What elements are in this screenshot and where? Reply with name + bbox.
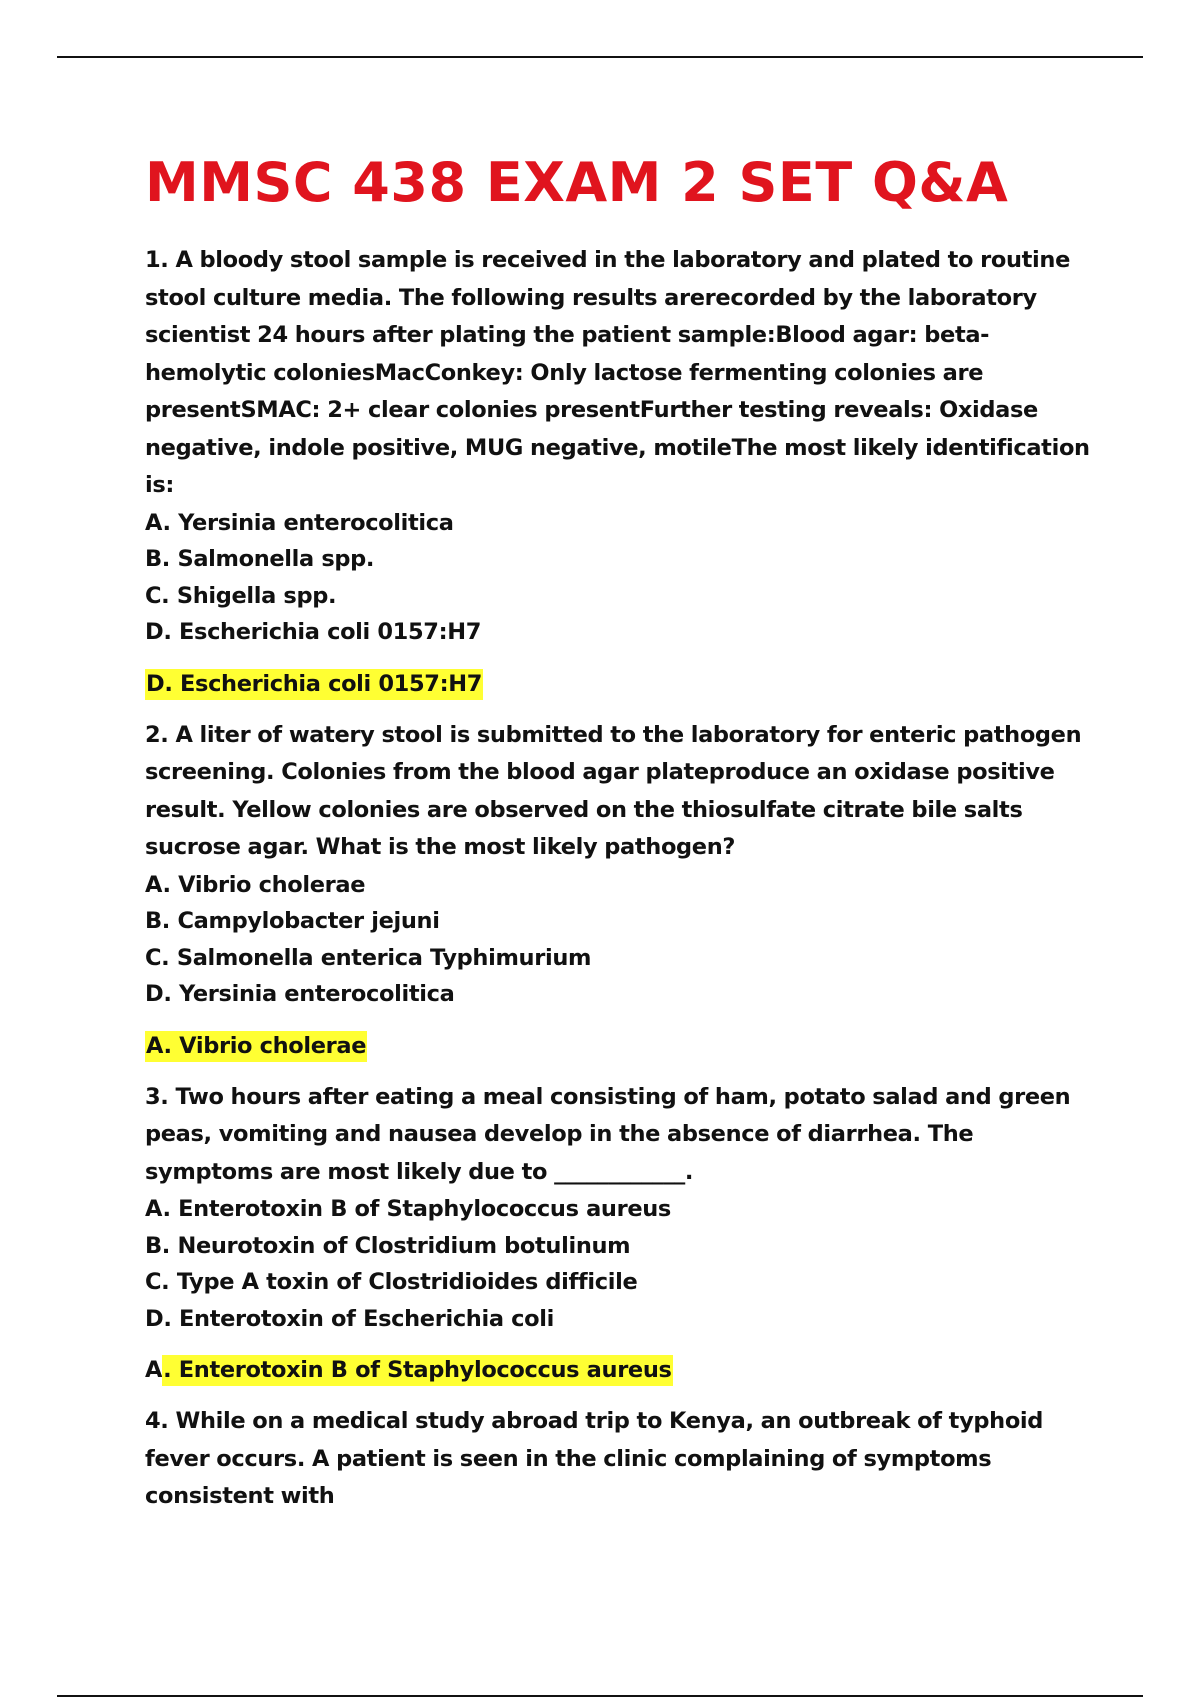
bottom-rule	[57, 1695, 1143, 1697]
highlighted-answer: A. Vibrio cholerae	[145, 1031, 367, 1062]
answer-line	[145, 1029, 1105, 1063]
option-d: D. Enterotoxin of Escherichia coli	[145, 1305, 554, 1332]
question-2	[145, 717, 1105, 1063]
option-a: A. Enterotoxin B of Staphylococcus aureus	[145, 1196, 671, 1222]
question-text: 4. While on a medical study abroad trip to Kenya, an outbreak of typhoid fever occurs. A patient is seen in the clinic complaining of symptoms consistent with	[145, 1408, 1044, 1509]
question-text: 3. Two hours after eating a meal consisting of ham, potato salad and green peas, vomiting and nausea develop in the absence of diarrhea. The symptoms are most likely due to ____________.	[145, 1083, 1071, 1185]
option-d: D. Yersinia enterocolitica	[145, 981, 455, 1007]
option-d: D. Escherichia coli 0157:H7	[145, 619, 482, 645]
option-b: B. Neurotoxin of Clostridium botulinum	[145, 1232, 631, 1259]
page-title: MMSC 438 EXAM 2 SET Q&A	[145, 151, 1009, 214]
highlighted-answer: D. Escherichia coli 0157:H7	[145, 669, 483, 700]
question-1	[145, 242, 1105, 701]
option-c: C. Shigella spp.	[145, 582, 337, 609]
option-b: B. Salmonella spp.	[145, 546, 375, 572]
question-4	[145, 1403, 1105, 1516]
question-text: 2. A liter of watery stool is submitted to the laboratory for enteric pathogen screening. Colonies from the blood agar plateproduce an oxidase positive result. Yellow colonies are observed on the thiosulfate citrate bile salts sucrose agar. What is the most likely pathogen?	[145, 721, 1082, 860]
option-a: A. Vibrio cholerae	[145, 871, 366, 898]
top-rule	[57, 56, 1143, 58]
document-body	[145, 242, 1105, 1516]
answer-line	[145, 667, 1105, 701]
option-a: A. Yersinia enterocolitica	[145, 509, 454, 536]
question-3	[145, 1079, 1105, 1388]
question-text: 1. A bloody stool sample is received in the laboratory and plated to routine stool culture media. The following results arerecorded by the laboratory scientist 24 hours after plating the patient sample:Blood agar: beta-hemolytic coloniesMacConkey: Only lactose fermenting colonies are presentSMAC: 2+ clear colonies presentFurther testing reveals: Oxidase negative, indole positive, MUG negative, motileThe most likely identification is:	[145, 247, 1090, 498]
option-c: C. Salmonella enterica Typhimurium	[145, 944, 592, 971]
option-b: B. Campylobacter jejuni	[145, 908, 440, 934]
answer-prefix: A	[145, 1357, 163, 1383]
highlighted-answer: . Enterotoxin B of Staphylococcus aureus	[162, 1355, 672, 1386]
answer-line	[145, 1353, 1105, 1387]
option-c: C. Type A toxin of Clostridioides difficile	[145, 1269, 638, 1295]
